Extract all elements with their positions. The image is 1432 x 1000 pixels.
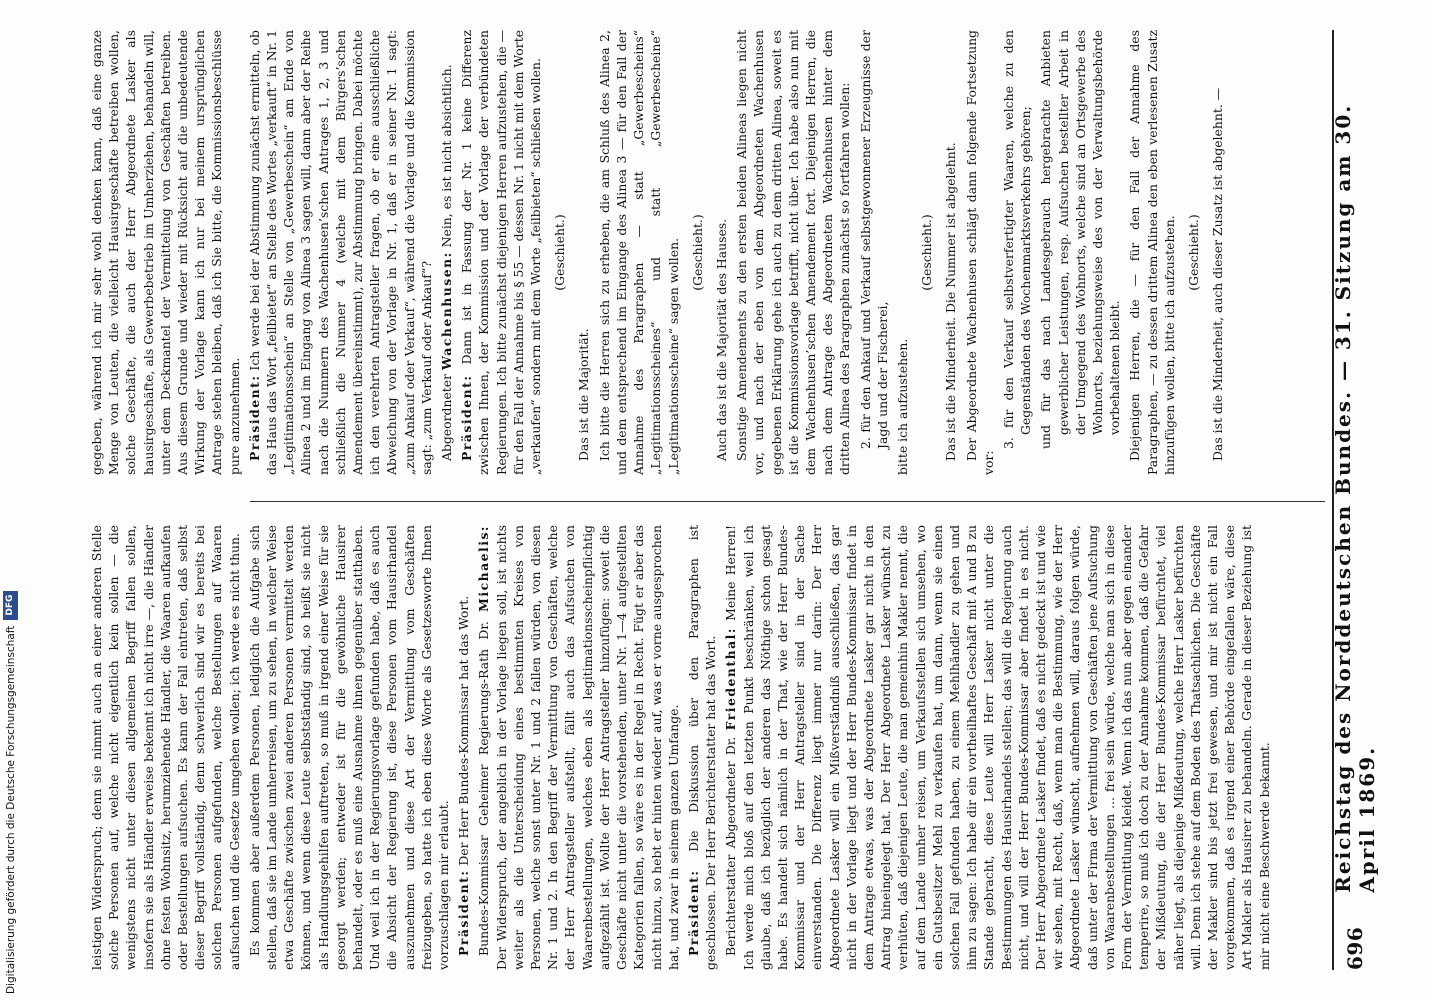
paragraph: Präsident: Der Herr Bundes-Kommissar hat das Wort. — [456, 595, 472, 956]
dfg-credit-text: Digitalisierung gefördert durch die Deutsche Forschungsgemeinschaft — [4, 625, 17, 994]
stage-direction: (Geschieht.) — [919, 214, 935, 291]
amendment-item: 3. für den Verkauf selbstverfertigter Waaren, welche zu den Gegenständen des Wochenmarktsverkehrs gehören; — [1000, 30, 1034, 449]
speaker-name: Präsident: — [685, 869, 701, 956]
paragraph: Berichterstatter Abgeordneter Dr. Friedenthal: Meine Herren! Ich werde mich bloß auf den letzten Punkt beschränken, weil ich glaube, daß ich bezüglich der anderen das Nöthige schon gesagt habe. Es handelt sich nämlich in der That, wie der Herr Bundes-Kommissar und der Herr Antragsteller sind in der Sache einverstanden. Die Differenz liegt immer nur darin: Der Herr Abgeordnete Lasker will ein Mißverständniß ausschließen, das gar nicht in der Vorlage liegt und der Herr Bundes-Kommissar findet in dem Antrage etwas, was der Abgeordnete Lasker gar nicht in den Antrag hineingelegt hat. Der Herr Abgeordnete Lasker wünscht zu verhüten, daß diejenigen Leute, die man gemeinhin Makler nennt, die auf dem Lande umher reisen, um Verkaufsstellen sich umsehen, wo ein Gutsbesitzer Mehl zu verkaufen hat, um dann, wenn sie einen solchen Fall gefunden haben, zu einem Mehlhändler zu gehen und ihm zu sagen: Ich habe dir ein vortheilhaftes Geschäft mit A und B zu Stande gebracht, diese Leute will Herr Lasker nicht unter die Bestimmungen des Hausirhandels stellen; das will die Regierung auch nicht, und will der Herr Bundes-Kommissar aber findet in es nicht. Der Herr Abgeordnete Lasker findet, daß es nicht gedeckt ist und wie wir sehen, mit Recht, daß, wenn man die Bestimmung, wie der Herr Abgeordnete Lasker wünscht, aufnehmen will, daraus folgen würde, daß unter der Firma der Vermittlung von Geschäften jene Aufsuchung von Waarenbestellungen ... frei sein würde, welche man sich in diese Form der Vermittlung kleidet. Wenn ich das nun aber gegen einander temperire, so muß ich doch zu der Annahme kommen, daß die Gefahr der Mißdeutung, die der Herr Bundes-Kommissar befürchtet, viel näher liegt, als diejenige Mißdeutung, welche Herr Lasker befürchten will. Denn ich stehe auf dem Boden des Thatsachlichen. Die Geschäfte der Makler sind bis jetzt frei gewesen, und mir ist nicht ein Fall vorgekommen, daß es irgend einer Behörde eingefallen wäre, diese Art Makler als Hausirer zu behandeln. Gerade in dieser Beziehung ist mir nicht eine Beschwerde bekannt. — [723, 525, 1272, 970]
paragraph: Der Abgeordnete Wachenhusen schlägt dann folgende Fortsetzung vor: — [963, 30, 996, 475]
paragraph: Präsident: Dann ist in Fassung der Nr. 1 keine Differenz zwischen Ihnen, der Kommission und der Vorlage der verbündeten Regierungen. Ich bitte zunächst diejenigen Herren aufzustehen, die — für den Fall der Annahme bis § 55 — dessen Nr. 1 nicht mit dem Worte „verkaufen“ sondern mit dem Worte „feilbieten“ schließen wollen. — [459, 30, 544, 475]
amendment-quote: 2. für den Ankauf und Verkauf selbstgewonnener Erzeugnisse der Jagd und der Fischerei, — [857, 30, 890, 449]
paragraph: Diejenigen Herren, die — für den Fall der Annahme des Paragraphen, — zu dessen drittem Alinea den eben verlesenen Zusatz hinzufügen wollen, bitte ich aufzustehen. — [1127, 30, 1177, 475]
page-header — [1331, 30, 1379, 970]
paragraph: Abgeordneter Wachenhusen: Nein, es ist nicht absichtlich. — [439, 64, 455, 461]
paragraph: leistigen Widerspruch; denn sie nimmt auch an einer anderen Stelle solche Personen auf, welche nicht eigentlich kein sollen — die wenigstens nicht unter diesen allgemeinen Begriff fallen sollen, insofern sie als Händler erweise bekennt ich nicht irre —, die Händler ohne festen Wohnsitz, herumziehende Händler, die Waaren aufkaufen oder Bestellungen aufsuchen. Es kann der Fall eintreten, daß selbst dieser Begriff vollständig, denn schwerlich sind wir es bereits bei solchen Personen aufgefunden, welche Bestellungen auf Waaren aufsuchen und die Gesetze umgehen wollen; ich werde es nicht thun. — [89, 525, 242, 970]
paragraph: gegeben, während ich mir sehr wohl denken kann, daß eine ganze Menge von Leuten, die vielleicht Hausirgeschäfte betreiben wollen, solche Geschäfte, die auch der Herr Abgeordnete Lasker als hausirgeschäfte, als Gewerbebetrieb im Umherziehen, behandeln will, unter dem Deckmantel der Vermittelung von Geschäften betreiben. Aus diesem Grunde und wieder mit Rücksicht auf die unbedeutende Wirkung der Vorlage kann ich nur bei meinem ursprünglichen Antrage stehen bleiben, daß ich Sie bitte, die Kommissionsbeschlüsse pure anzunehmen. — [89, 30, 242, 475]
page-number: 696 — [1343, 926, 1367, 970]
paragraph: Das ist die Minderheit. Die Nummer ist abgelehnt. — [943, 142, 959, 461]
amendment-item: und für das nach Landesgebrauch hergebrachte Anbieten gewerblicher Leistungen, resp. Aufsuchen bestellter Arbeit in der Umgegend des Wohnorts, welche sind an Ortsgewerbe des Wohnorts, beziehungsweise des von der Verwaltungsbehörde vorbehaltenen bleibt. — [1038, 30, 1123, 449]
digitization-sidebar — [0, 0, 26, 1000]
left-column — [88, 525, 1324, 970]
paragraph: Das ist die Majorität. — [576, 328, 592, 461]
speaker-name: Friedenthal: — [723, 627, 739, 731]
dfg-logo: DFG — [3, 591, 18, 620]
stage-direction: (Geschieht.) — [1185, 214, 1201, 291]
paragraph: Ich bitte die Herren sich zu erheben, die am Schluß des Alinea 2, und dem entsprechend im Eingange des Alinea 3 — für den Fall der Annahme des Paragraphen — statt „Gewerbescheins“ „Legitimationsscheines“ und statt „Gewerbescheine“ „Legitimationsscheine“ sagen wollen. — [596, 30, 681, 475]
paragraph: Präsident: Ich werde bei der Abstimmung zunächst ermitteln, ob das Haus das Wort „feilbietet“ an Stelle des Wortes „verkauft“ in Nr. 1 „Legitimationsschein“ an Stelle von „Gewerbeschein“ am Ende von Alinea 2 und im Eingang von Alinea 3 sagen will, dann aber der Reihe nach die Nummern des Wachenhusen’schen Antrages 1, 2, 3 und schließlich die Nummer 4 (welche mit dem Bürgers’schen Amendement übereinstimmt), zur Abstimmung bringen. Dabei möchte ich den verehrten Antragsteller fragen, ob er eine ausschließliche Abweichung von der Vorlage in Nr. 1, daß er in seiner Nr. 1 sagt: „zum Ankauf oder Verkauf“, während die Vorlage und die Kommission sagt: „zum Verkauf oder Ankauf“? — [246, 30, 434, 475]
paragraph: Präsident: Die Diskussion über den Paragraphen ist geschlossen. Der Herr Berichterstatter hat das Wort. — [685, 525, 719, 970]
stage-direction: (Geschieht.) — [552, 214, 568, 291]
speaker-name: Wachenhusen: — [439, 251, 455, 371]
paragraph: bitte ich aufzustehen. — [894, 338, 910, 475]
header-rule — [1332, 30, 1334, 970]
column-divider — [250, 501, 1325, 502]
speaker-name: Präsident: — [456, 869, 472, 956]
paragraph: Sonstige Amendements zu den ersten beiden Alineas liegen nicht vor, und nach der eben von dem Abgeordneten Wachenhusen gegebenen Erklärung gehe ich auch zu dem dritten Alinea, soweit es ist die Kommissionsvorlage betrifft, nicht über. Ich habe also nun mit dem Wachenhusen’schen Amendement fort. Diejenigen Herren, die nach dem Antrage des Abgeordneten Wachenhusen hinter dem dritten Alinea des Paragraphen zunächst so fortfahren wollen: — [734, 30, 853, 475]
right-column — [88, 30, 1324, 475]
paragraph: Bundes-Kommissar Geheimer Regierungs-Rath Dr. Michaelis: Der Widerspruch, der angeblich in der Vorlage liegen soll, ist nichts weiter als die Unterscheidung eines bestimmten Kreises von Personen, welche sonst unter Nr. 1 und 2 fallen würden, von diesen Nr. 1 und 2. In den Begriff der Vermittlung von Geschäften, welche der Herr Antragsteller aufstellt, fällt auch das Aufsuchen von Waarenbestellungen, welches eben als legitimationsscheinpflichtig aufgezählt ist. Wollte der Herr Antragsteller hinzufügen: soweit die Geschäfte nicht unter die vorstehenden, unter Nr. 1—4 aufgestellten Kategorien fallen, so wäre es in der Regel in Recht. Fügt er aber das nicht hinzu, so hebt er hinten wieder auf, was er vorne ausgesprochen hat, und zwar in seinem ganzen Umfange. — [476, 525, 681, 970]
paragraph: Auch das ist die Majorität des Hauses. — [713, 218, 729, 461]
speaker-name: Michaelis: — [476, 525, 492, 612]
page-title: Reichstag des Norddeutschen Bundes. — 31. Sitzung am 30. April 1869. — [1331, 103, 1379, 893]
stage-direction: (Geschieht.) — [689, 214, 705, 291]
paragraph: Es kommen aber außerdem Personen, lediglich die Aufgabe sich stellen, daß sie im Lande umherreisen, um zu sehen, in welcher Weise etwa Geschäfte zwischen zwei anderen Personen vermittelt werden können, und wenn diese Leute selbstständig sind, so heißt sie nicht als Handlungsgehilfen auftreten, so muß in irgend einer Weise für sie gesorgt werden; entweder ist für die gewöhnliche Hausirer behandelt, oder es muß eine Ausnahme ihnen gegenüber statthaben. Und weil ich in der Regierungsvorlage gefunden habe, daß es auch die Absicht der Regierung ist, diese Personen vom Hausirhandel auszunehmen und diese Art der Vermittlung vom Geschäften freizugeben, so hatte ich eben diese Worte als Gesetzesworte Ihnen vorzuschlagen mir erlaubt. — [246, 525, 452, 970]
paragraph: Das ist die Minderheit, auch dieser Zusatz ist abgelehnt. — — [1210, 87, 1226, 461]
speaker-name: Präsident: — [459, 374, 475, 461]
speaker-name: Präsident: — [246, 374, 262, 461]
